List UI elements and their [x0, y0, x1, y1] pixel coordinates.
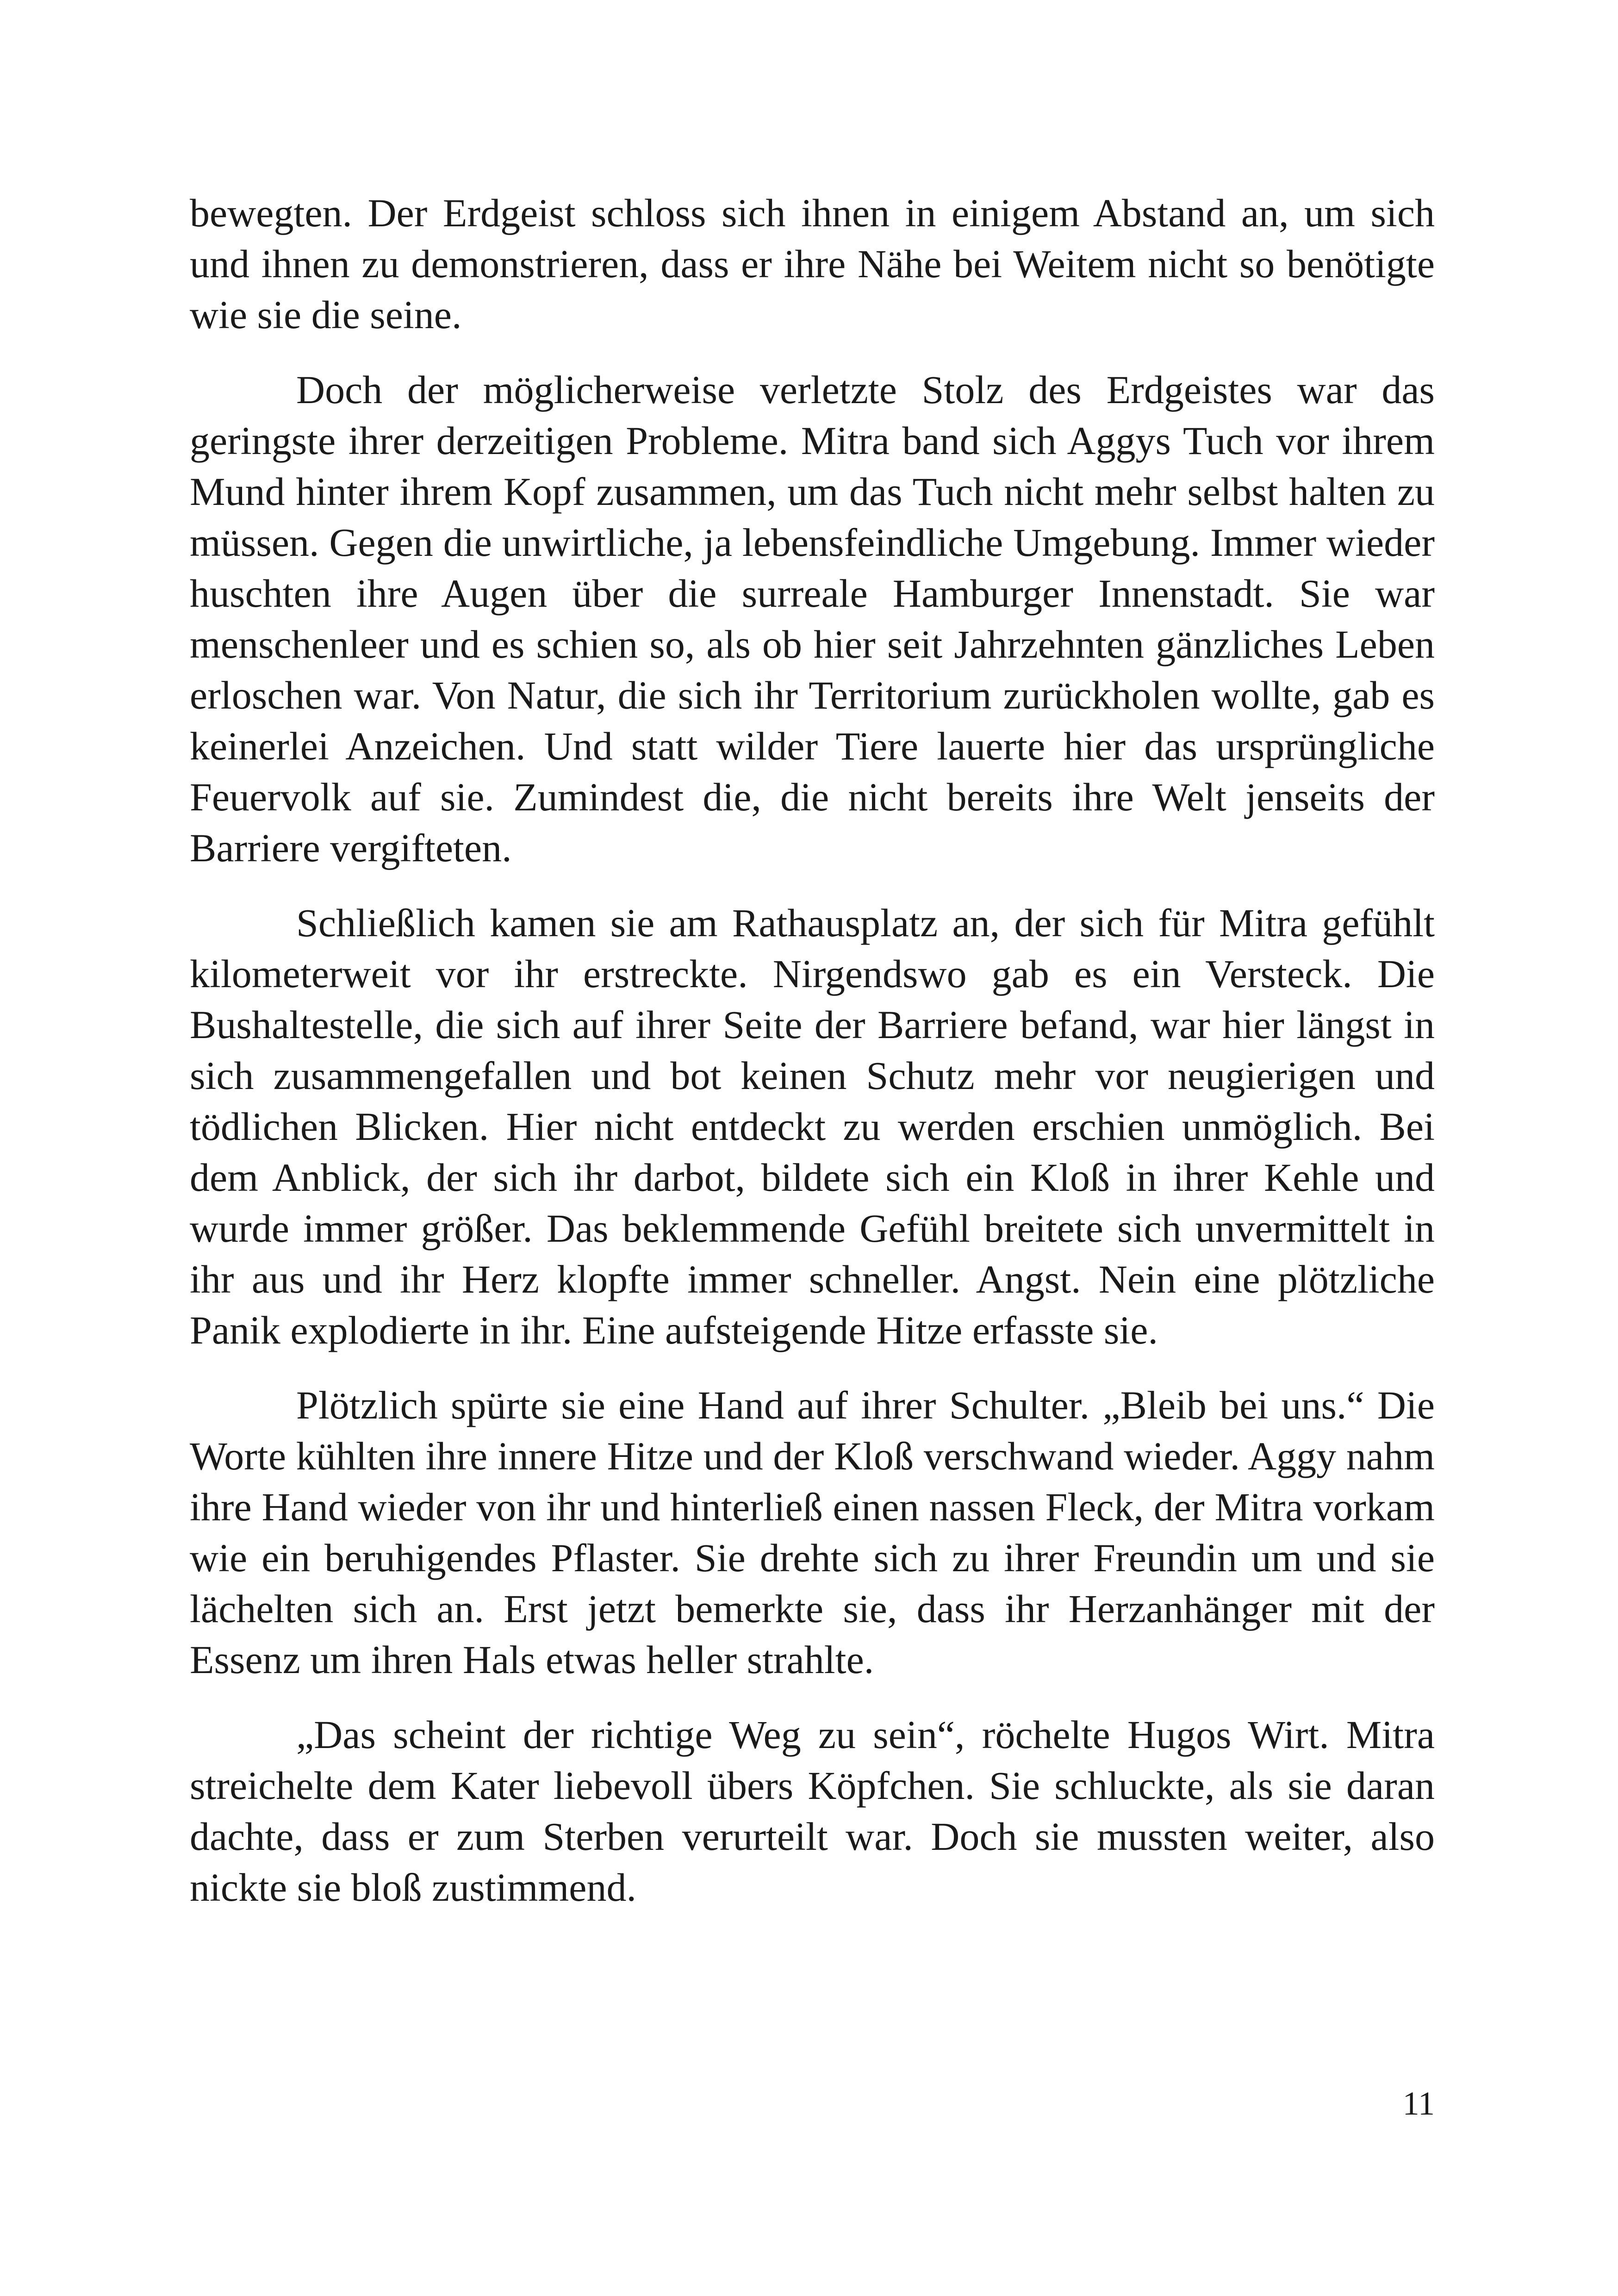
paragraph-continued: bewegten. Der Erdgeist schloss sich ihnen in einigem Abstand an, um sich und ihnen zu demonstrieren, dass er ihre Nähe bei Weitem nicht so benötigte wie sie die seine. — [190, 191, 1435, 337]
paragraph: Plötzlich spürte sie eine Hand auf ihrer Schulter. „Bleib bei uns.“ Die Worte kühlten ihre innere Hitze und der Kloß verschwand wieder. Aggy nahm ihre Hand wieder von ihr und hinterließ einen nassen Fleck, der Mitra vorkam wie ein beruhigendes Pflaster. Sie drehte sich zu ihrer Freundin um und sie lächelten sich an. Erst jetzt bemerkte sie, dass ihr Herzanhänger mit der Essenz um ihren Hals etwas heller strahlte. — [190, 1383, 1435, 1682]
page-number: 11 — [1402, 2085, 1435, 2122]
body-text — [190, 187, 1435, 1937]
paragraph: Schließlich kamen sie am Rathausplatz an, der sich für Mitra gefühlt kilometerweit vor ihr erstreckte. Nirgendswo gab es ein Versteck. Die Bushaltestelle, die sich auf ihrer Seite der Barriere befand, war hier längst in sich zusammengefallen und bot keinen Schutz mehr vor neugierigen und tödlichen Blicken. Hier nicht entdeckt zu werden erschien unmöglich. Bei dem Anblick, der sich ihr darbot, bildete sich ein Kloß in ihrer Kehle und wurde immer größer. Das beklemmende Gefühl breitete sich unvermittelt in ihr aus und ihr Herz klopfte immer schneller. Angst. Nein eine plötzliche Panik explodierte in ihr. Eine aufsteigende Hitze erfasste sie. — [190, 901, 1435, 1352]
paragraph: Doch der möglicherweise verletzte Stolz des Erdgeistes war das geringste ihrer derzeitigen Probleme. Mitra band sich Aggys Tuch vor ihrem Mund hinter ihrem Kopf zusammen, um das Tuch nicht mehr selbst halten zu müssen. Gegen die unwirtliche, ja lebensfeindliche Umgebung. Immer wieder huschten ihre Augen über die surreale Hamburger Innenstadt. Sie war menschenleer und es schien so, als ob hier seit Jahrzehnten gänzliches Leben erloschen war. Von Natur, die sich ihr Territorium zurückholen wollte, gab es keinerlei Anzeichen. Und statt wilder Tiere lauerte hier das ursprüngliche Feuervolk auf sie. Zumindest die, die nicht bereits ihre Welt jenseits der Barriere vergifteten. — [190, 367, 1435, 870]
paragraph: „Das scheint der richtige Weg zu sein“, röchelte Hugos Wirt. Mitra streichelte dem Kater liebevoll übers Köpfchen. Sie schluckte, als sie daran dachte, dass er zum Sterben verurteilt war. Doch sie mussten weiter, also nickte sie bloß zustimmend. — [190, 1712, 1435, 1910]
